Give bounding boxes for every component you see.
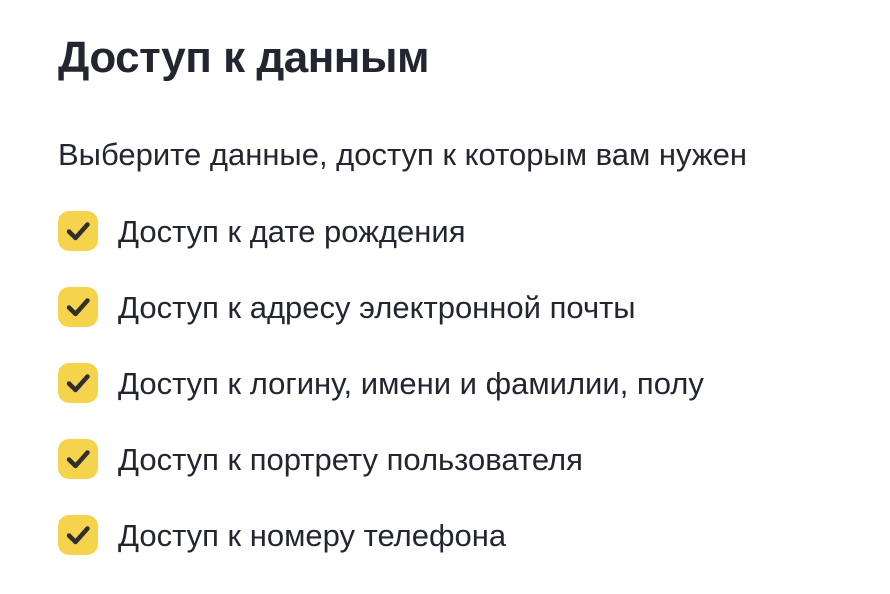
checkbox-label[interactable]: Доступ к адресу электронной почты (118, 289, 636, 325)
checkmark-icon (58, 439, 98, 479)
checkbox-label[interactable]: Доступ к дате рождения (118, 213, 466, 249)
checkbox-row-email[interactable] (58, 287, 850, 327)
checkmark-icon (58, 363, 98, 403)
checkbox-user-portrait[interactable] (58, 439, 98, 479)
checkbox-row-user-portrait[interactable] (58, 439, 850, 479)
checkbox-label[interactable]: Доступ к логину, имени и фамилии, полу (118, 365, 704, 401)
checkbox-phone-number[interactable] (58, 515, 98, 555)
permissions-checkbox-list (58, 211, 850, 555)
checkmark-icon (58, 515, 98, 555)
checkbox-login-name-gender[interactable] (58, 363, 98, 403)
page-subtitle: Выберите данные, доступ к которым вам нужен (58, 137, 747, 172)
checkbox-row-login-name-gender[interactable] (58, 363, 850, 403)
checkbox-row-birth-date[interactable] (58, 211, 850, 251)
checkmark-icon (58, 211, 98, 251)
checkbox-email[interactable] (58, 287, 98, 327)
checkbox-birth-date[interactable] (58, 211, 98, 251)
checkmark-icon (58, 287, 98, 327)
page-title: Доступ к данным (58, 33, 429, 82)
checkbox-label[interactable]: Доступ к номеру телефона (118, 517, 507, 553)
checkbox-label[interactable]: Доступ к портрету пользователя (118, 441, 583, 477)
checkbox-row-phone-number[interactable] (58, 515, 850, 555)
